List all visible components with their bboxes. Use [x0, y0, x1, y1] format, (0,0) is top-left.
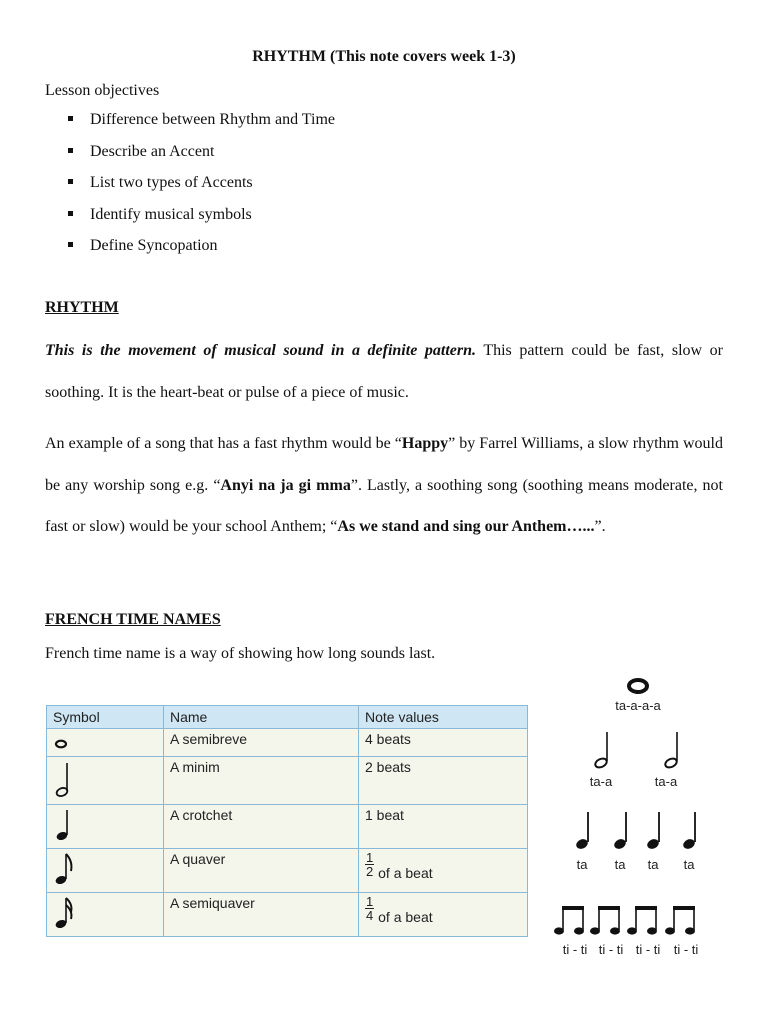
list-item: List two types of Accents [45, 167, 335, 199]
table-row [47, 757, 528, 805]
list-item: Define Syncopation [45, 230, 335, 262]
semiquaver-note-icon [53, 895, 77, 931]
symbol-cell [47, 757, 164, 805]
bullet-icon [68, 179, 73, 184]
col-header-values: Note values [359, 706, 528, 729]
french-intro: French time name is a way of showing how long sounds last. [45, 645, 436, 662]
bullet-icon [68, 148, 73, 153]
definition-bold: This is the movement of musical sound in a definite pattern. [45, 342, 477, 359]
quaver-label: ti - ti [673, 942, 699, 957]
quaver-note-icon [53, 851, 77, 887]
crotchet-label: ta [647, 857, 659, 872]
symbol-cell [47, 893, 164, 937]
minim-label: ta-a [654, 774, 678, 789]
minim-note-icon [664, 732, 678, 769]
french-heading: FRENCH TIME NAMES [45, 611, 221, 628]
name-cell: A semiquaver [164, 893, 359, 937]
crotchet-note-icon [646, 812, 661, 851]
value-cell: $\frac{1}{2}$ of a beat [359, 849, 528, 893]
semibreve-label: ta-a-a-a [615, 698, 661, 713]
crotchet-label: ta [576, 857, 588, 872]
rhythm-examples: An example of a song that has a fast rhythm would be “Happy” by Farrel Williams, a slow rhythm would be any worship song e.g. “Anyi na ja gi mma”. Lastly, a soothing song (soothing means moderate, not fast or slow) would be your school Anthem; “As we stand and sing our Anthem…...”. [45, 435, 724, 535]
crotchet-label: ta [614, 857, 626, 872]
song-happy: Happy [401, 435, 449, 452]
value-cell: 4 beats [359, 729, 528, 757]
list-item: Describe an Accent [45, 136, 335, 168]
song-anyi: Anyi na ja gi mma [220, 476, 351, 494]
table-row [47, 729, 528, 757]
fraction: $\frac{1}{2}$ [366, 850, 374, 879]
crotchet-label: ta [683, 857, 695, 872]
table-row [47, 849, 528, 893]
objectives-heading: Lesson objectives [45, 82, 160, 99]
table-header-row [47, 706, 528, 729]
table-row [47, 805, 528, 849]
minim-label: ta-a [589, 774, 613, 789]
table-row [47, 893, 528, 937]
crotchet-note-icon [53, 807, 75, 843]
value-cell: 2 beats [359, 757, 528, 805]
rhythm-definition [45, 330, 723, 413]
crotchet-note-icon [575, 812, 590, 851]
symbol-cell [47, 805, 164, 849]
symbol-cell [47, 729, 164, 757]
quaver-label: ti - ti [562, 942, 588, 957]
note-values-table [46, 705, 528, 937]
song-anthem: As we stand and sing our Anthem…... [337, 518, 595, 535]
definition-rest: This pattern could be fast, slow or soothing. It is the heart-beat or pulse of a piece of music. [45, 342, 724, 401]
value-cell: 1 beat [359, 805, 528, 849]
value-cell: $\frac{1}{4}$ of a beat [359, 893, 528, 937]
crotchet-note-icon [613, 812, 628, 851]
bullet-icon [68, 211, 73, 216]
name-cell: A quaver [164, 849, 359, 893]
name-cell: A minim [164, 757, 359, 805]
minim-note-icon [53, 759, 75, 799]
rhythm-heading: RHYTHM [45, 299, 119, 316]
fraction: $\frac{1}{4}$ [366, 894, 374, 923]
quaver-label: ti - ti [635, 942, 661, 957]
beamed-quavers-icon [554, 906, 695, 935]
page-title: RHYTHM (This note covers week 1-3) [252, 48, 516, 65]
quaver-label: ti - ti [598, 942, 624, 957]
name-cell: A crotchet [164, 805, 359, 849]
minim-note-icon [594, 732, 608, 769]
symbol-cell [47, 849, 164, 893]
list-item: Identify musical symbols [45, 199, 335, 231]
list-item: Difference between Rhythm and Time [45, 104, 335, 136]
objectives-list [45, 104, 335, 262]
semibreve-note-icon [53, 731, 73, 751]
crotchet-note-icon [682, 812, 697, 851]
time-names-figure [550, 672, 750, 972]
semibreve-note-icon [629, 680, 647, 692]
bullet-icon [68, 242, 73, 247]
bullet-icon [68, 116, 73, 121]
name-cell: A semibreve [164, 729, 359, 757]
col-header-name: Name [164, 706, 359, 729]
col-header-symbol: Symbol [47, 706, 164, 729]
